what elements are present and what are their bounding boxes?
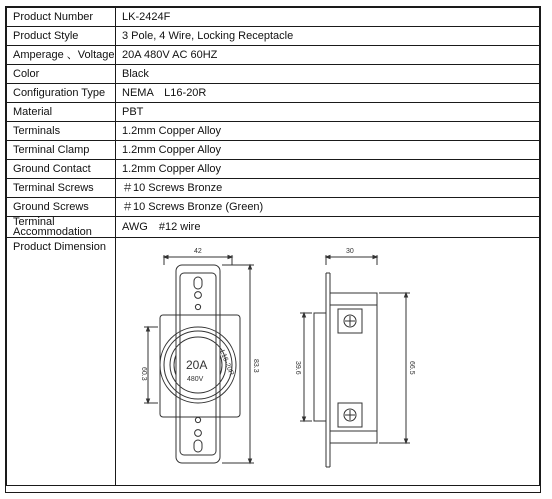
spec-row <box>7 65 540 84</box>
face-voltage-label: 480V <box>187 376 204 383</box>
spec-label: Terminal Screws <box>7 179 116 198</box>
spec-row <box>7 198 540 217</box>
dimension-drawing-svg <box>114 243 542 493</box>
spec-label: Material <box>7 103 116 122</box>
spec-value: AWG #12 wire <box>116 217 540 238</box>
spec-row <box>7 103 540 122</box>
spec-row <box>7 27 540 46</box>
spec-label: Terminal Clamp <box>7 141 116 160</box>
spec-value: 1.2mm Copper Alloy <box>116 122 540 141</box>
front-opening-label: 60.3 <box>140 367 147 381</box>
spec-value: NEMA L16-20R <box>116 84 540 103</box>
spec-label: Color <box>7 65 116 84</box>
spec-row <box>7 179 540 198</box>
spec-row <box>7 141 540 160</box>
spec-label: Configuration Type <box>7 84 116 103</box>
spec-label: Amperage 、Voltage <box>7 46 116 65</box>
side-depth-label: 30 <box>346 248 354 255</box>
spec-row <box>7 122 540 141</box>
spec-label: Terminal Accommodation <box>7 217 116 238</box>
spec-row <box>7 160 540 179</box>
spec-label: Product Style <box>7 27 116 46</box>
side-body-label: 39.6 <box>294 361 301 375</box>
spec-value: Black <box>116 65 540 84</box>
front-width-label: 42 <box>194 248 202 255</box>
spec-label: Ground Contact <box>7 160 116 179</box>
face-rating-label: 20A <box>186 358 208 372</box>
side-view <box>300 255 410 467</box>
spec-value: LK-2424F <box>116 8 540 27</box>
spec-row <box>7 217 540 238</box>
face-model-label: L16-20R <box>218 349 235 377</box>
spec-value: 1.2mm Copper Alloy <box>116 160 540 179</box>
spec-value: ＃10 Screws Bronze <box>116 179 540 198</box>
dimension-label: Product Dimension <box>7 238 116 486</box>
spec-value: 3 Pole, 4 Wire, Locking Receptacle <box>116 27 540 46</box>
front-height-label: 83.3 <box>252 359 259 373</box>
spec-row <box>7 84 540 103</box>
spec-label: Ground Screws <box>7 198 116 217</box>
spec-value: 20A 480V AC 60HZ <box>116 46 540 65</box>
spec-row <box>7 46 540 65</box>
dimension-drawing <box>114 243 542 493</box>
spec-label: Product Number <box>7 8 116 27</box>
spec-value: ＃10 Screws Bronze (Green) <box>116 198 540 217</box>
spec-value: 1.2mm Copper Alloy <box>116 141 540 160</box>
spec-value: PBT <box>116 103 540 122</box>
spec-sheet <box>5 6 541 493</box>
spec-row <box>7 8 540 27</box>
spec-label: Terminals <box>7 122 116 141</box>
side-height-label: 66.5 <box>408 361 415 375</box>
